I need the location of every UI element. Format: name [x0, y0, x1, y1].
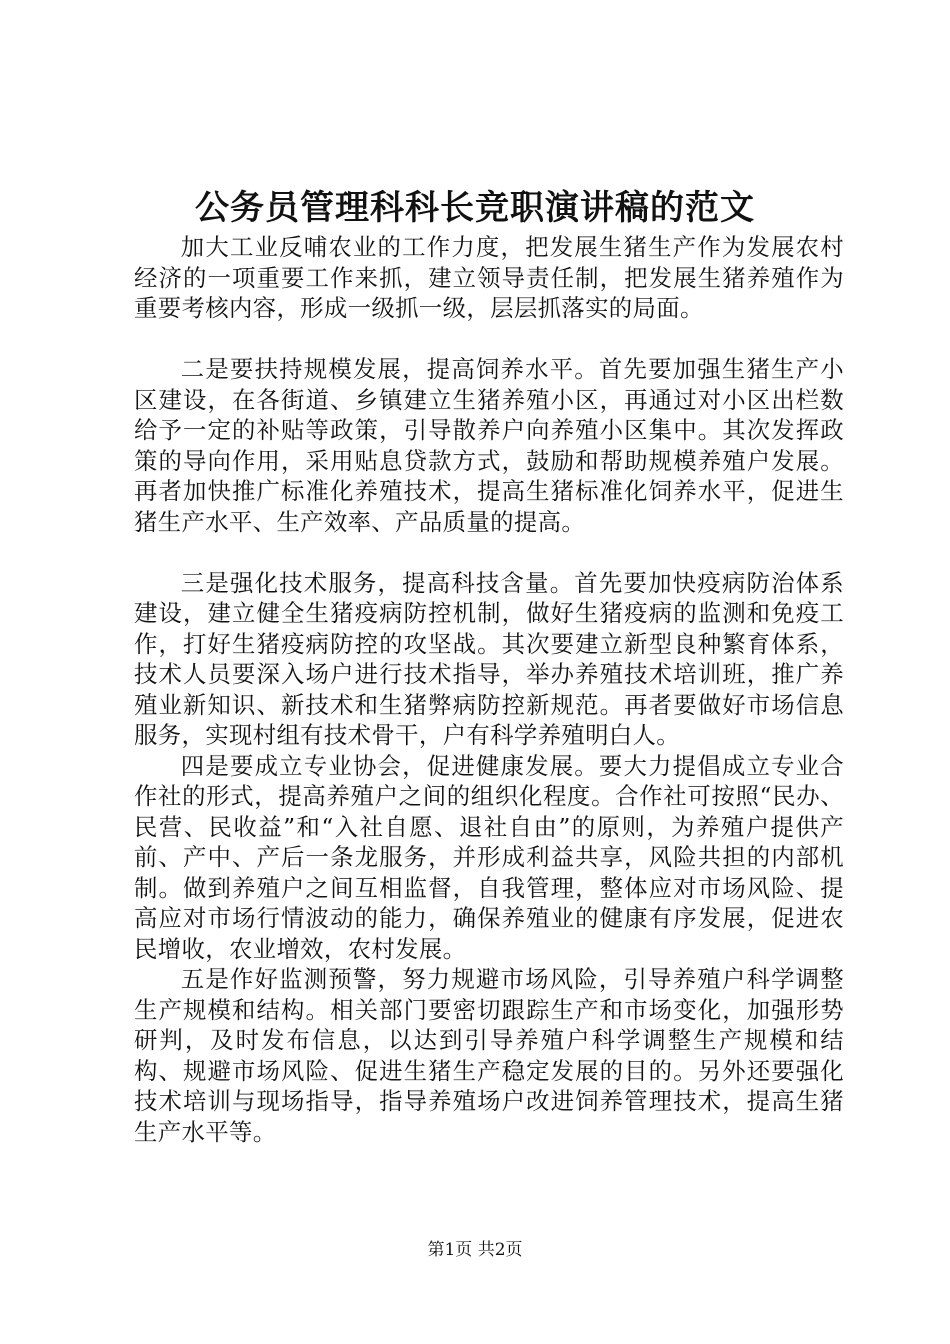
document-body	[134, 232, 844, 1147]
paragraph-5: 五是作好监测预警，努力规避市场风险，引导养殖户科学调整生产规模和结构。相关部门要密切跟踪生产和市场变化，加强形势研判，及时发布信息，以达到引导养殖户科学调整生产规模和结构、规避市场风险、促进生猪生产稳定发展的目的。另外还要强化技术培训与现场指导，指导养殖场户改进饲养管理技术，提高生猪生产水平等。	[134, 965, 844, 1146]
paragraph-2: 二是要扶持规模发展，提高饲养水平。首先要加强生猪生产小区建设，在各街道、乡镇建立生猪养殖小区，再通过对小区出栏数给予一定的补贴等政策，引导散养户向养殖小区集中。其次发挥政策的导向作用，采用贴息贷款方式，鼓励和帮助规模养殖户发展。再者加快推广标准化养殖技术，提高生猪标准化饲养水平，促进生猪生产水平、生产效率、产品质量的提高。	[134, 355, 844, 536]
page-number-footer: 第1页 共2页	[427, 1240, 523, 1260]
paragraph-1: 加大工业反哺农业的工作力度，把发展生猪生产作为发展农村经济的一项重要工作来抓，建立领导责任制，把发展生猪养殖作为重要考核内容，形成一级抓一级，层层抓落实的局面。	[134, 233, 844, 322]
paragraph-4: 四是要成立专业协会，促进健康发展。要大力提倡成立专业合作社的形式，提高养殖户之间的组织化程度。合作社可按照“民办、民营、民收益”和“入社自愿、退社自由”的原则，为养殖户提供产前、产中、产后一条龙服务，并形成利益共享，风险共担的内部机制。做到养殖户之间互相监督，自我管理，整体应对市场风险、提高应对市场行情波动的能力，确保养殖业的健康有序发展，促进农民增收，农业增效，农村发展。	[134, 751, 844, 963]
page-title: 公务员管理科科长竞职演讲稿的范文	[195, 188, 755, 228]
paragraph-3: 三是强化技术服务，提高科技含量。首先要加快疫病防治体系建设，建立健全生猪疫病防控机制，做好生猪疫病的监测和免疫工作，打好生猪疫病防控的攻坚战。其次要建立新型良种繁育体系，技术人员要深入场户进行技术指导，举办养殖技术培训班，推广养殖业新知识、新技术和生猪弊病防控新规范。再者要做好市场信息服务，实现村组有技术骨干，户有科学养殖明白人。	[134, 568, 844, 749]
